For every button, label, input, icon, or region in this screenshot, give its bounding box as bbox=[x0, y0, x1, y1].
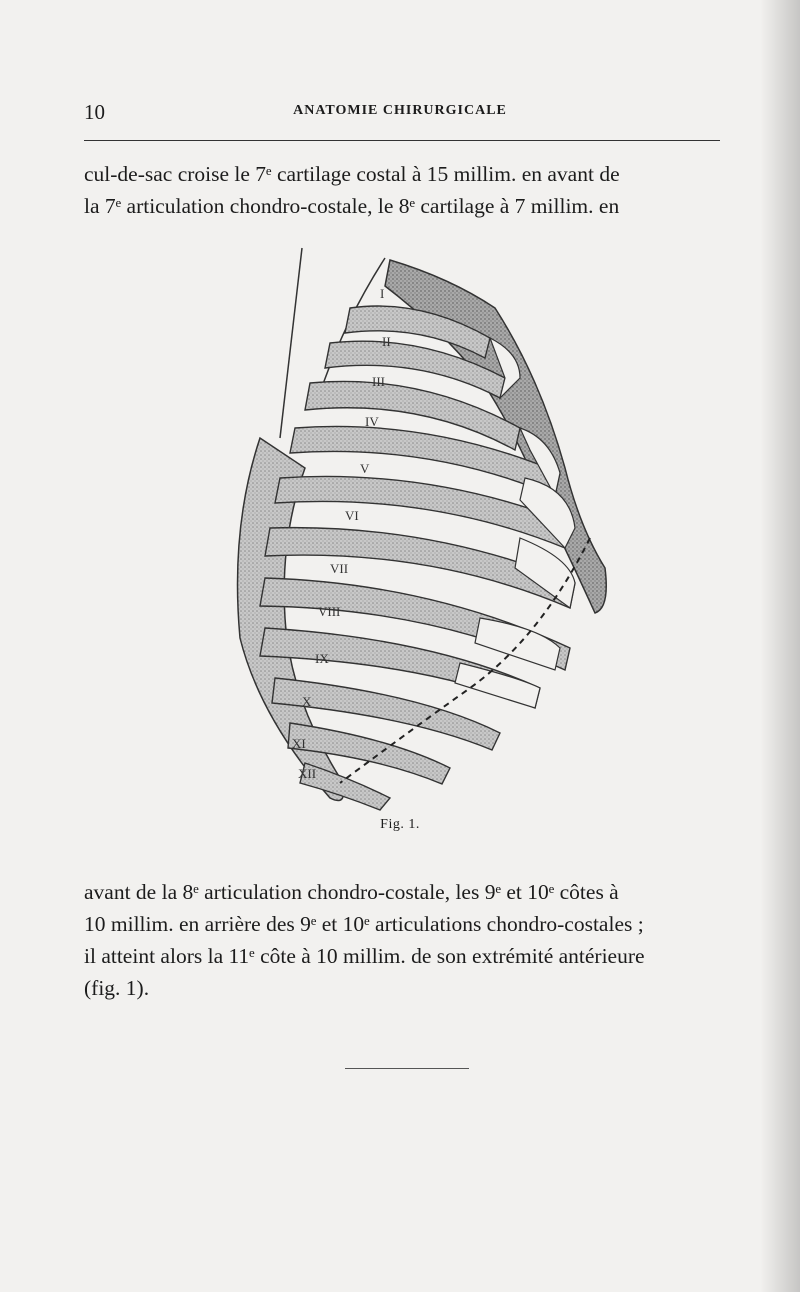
rib-label: VIII bbox=[318, 604, 341, 619]
page-edge-shadow bbox=[760, 0, 800, 1292]
text-line: (fig. 1). bbox=[84, 976, 150, 1000]
rib-label: IV bbox=[365, 414, 379, 429]
rib-label: VI bbox=[345, 508, 359, 523]
rib-cage-illustration bbox=[220, 238, 620, 818]
paragraph-bottom bbox=[84, 876, 720, 1004]
rib-label: XI bbox=[292, 736, 306, 751]
rib-label: XII bbox=[298, 766, 317, 781]
running-title: ANATOMIE CHIRURGICALE bbox=[293, 103, 507, 118]
header-rule bbox=[84, 140, 720, 141]
rib-label: V bbox=[360, 461, 370, 476]
rib-cage-figure bbox=[220, 238, 620, 818]
page-number: 10 bbox=[84, 100, 105, 124]
rib-label: X bbox=[302, 694, 312, 709]
rib-label: II bbox=[382, 334, 391, 349]
rib-label: VII bbox=[330, 561, 349, 576]
rib-label: III bbox=[372, 374, 385, 389]
text-line: cul-de-sac croise le 7ᵉ cartilage costal à 15 millim. en avant de bbox=[84, 162, 620, 186]
text-line: avant de la 8ᵉ articulation chondro-costale, les 9ᵉ et 10ᵉ côtes à bbox=[84, 880, 619, 904]
cartilage-shape bbox=[475, 618, 560, 670]
text-line: la 7ᵉ articulation chondro-costale, le 8ᵉ cartilage à 7 millim. en bbox=[84, 194, 620, 218]
rib-label: IX bbox=[315, 651, 329, 666]
paragraph-top bbox=[84, 158, 720, 222]
arm-outline bbox=[280, 248, 302, 438]
text-line: 10 millim. en arrière des 9ᵉ et 10ᵉ articulations chondro-costales ; bbox=[84, 912, 644, 936]
cartilage-shape bbox=[455, 663, 540, 708]
section-divider bbox=[345, 1068, 469, 1069]
text-line: il atteint alors la 11ᵉ côte à 10 millim. de son extrémité antérieure bbox=[84, 944, 645, 968]
rib-label: I bbox=[380, 286, 385, 301]
figure-caption: Fig. 1. bbox=[380, 817, 420, 832]
